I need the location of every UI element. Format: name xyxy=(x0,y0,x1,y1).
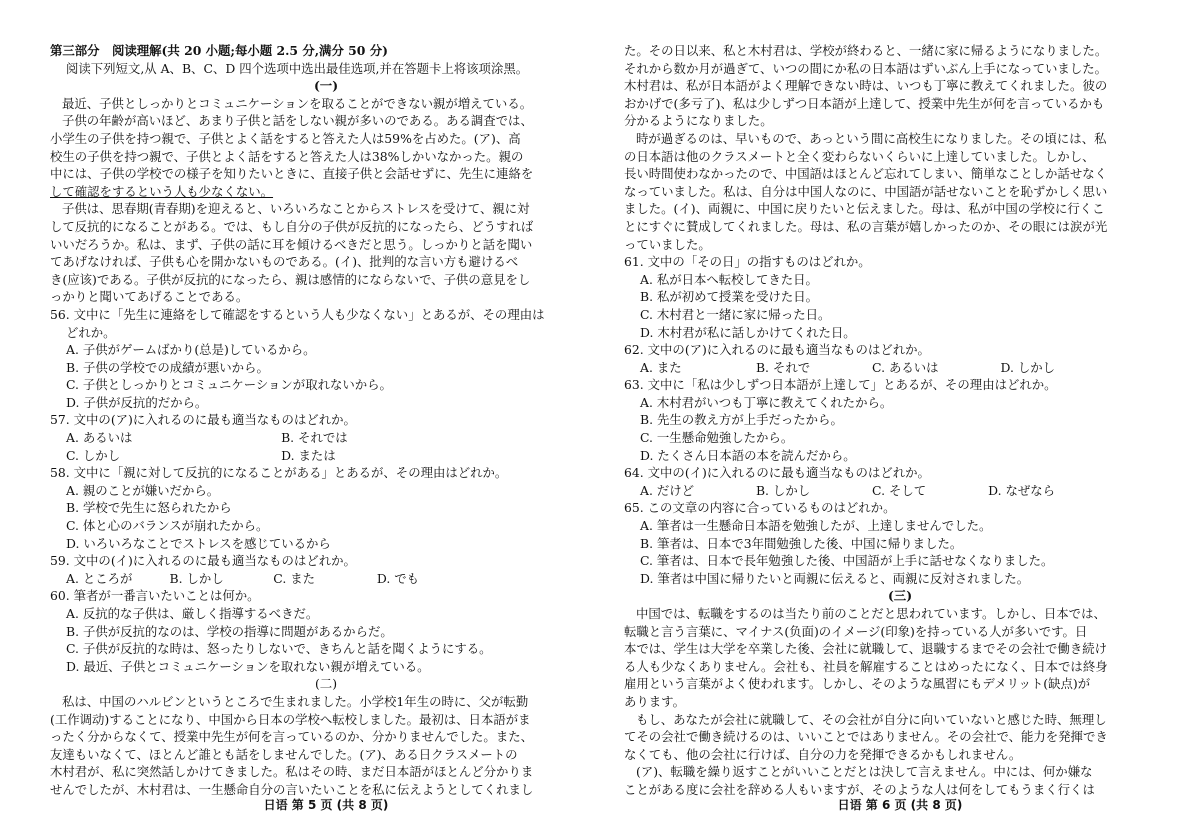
question-65: 65. この文章の内容に合っているものはどれか。 xyxy=(624,500,896,516)
passage-2-line: 長い時間使わなかったので、中国語はほとんど忘れてしまい、簡単なことしか話せなく xyxy=(624,166,1107,182)
option: A. 筆者は一生懸命日本語を勉強したが、上達しませんでした。 xyxy=(640,518,992,534)
instructions: 阅读下列短文,从 A、B、C、D 四个选项中选出最佳选项,并在答题卡上将该项涂黑。 xyxy=(66,60,529,76)
option: A. ところが B. しかし C. また D. でも xyxy=(66,570,420,586)
option: D. 最近、子供とコミュニケーションを取れない親が増えている。 xyxy=(66,658,430,674)
passage-1-line: き(应该)である。子供が反抗的になったら、親は感情的にならないで、子供の意見をし xyxy=(50,271,531,287)
option: A. また B. それで C. あるいは D. しかし xyxy=(640,359,1056,375)
option: A. だけど B. しかし C. そして D. なぜなら xyxy=(640,482,1056,498)
option: C. 木村君と一緒に家に帰った日。 xyxy=(640,306,831,322)
passage-3-line: もし、あなたが会社に就職して、その会社が自分に向いていないと感じた時、無理し xyxy=(636,711,1107,727)
question-60: 60. 筆者が一番言いたいことは何か。 xyxy=(50,588,260,604)
question-62: 62. 文中の(ア)に入れるのに最も適当なものはどれか。 xyxy=(624,342,930,358)
passage-2-line: 私は、中国のハルビンというところで生まれました。小学校1年生の時に、父が転勤 xyxy=(62,693,529,709)
passage-3-line: (ア)、転職を繰り返すことがいいことだとは決して言えません。中には、何か嫌な xyxy=(636,764,1093,780)
passage-2-line: た。その日以来、私と木村君は、学校が終わると、一緒に家に帰るようになりました。 xyxy=(624,43,1108,58)
passage-2-heading: (二) xyxy=(314,676,338,692)
passage-1-line: 子供の年齢が高いほど、あまり子供と話をしない親が多いのである。ある調査では、 xyxy=(62,113,533,129)
passage-3-line: ことがある度に会社を辞める人もいますが、そのような人は何をしてもうまく行くは xyxy=(624,781,1095,797)
option: C. しかし D. または xyxy=(66,447,336,463)
section-heading: 第三部分 阅读理解(共 20 小题;每小题 2.5 分,满分 50 分) xyxy=(50,43,388,58)
option: D. いろいろなことでストレスを感じているから xyxy=(66,535,331,551)
passage-1-line: 小学生の子供を持つ親で、子供とよく話をすると答えた人は59%を占めた。(ア)、高 xyxy=(50,130,521,146)
option: B. 子供の学校での成績が悪いから。 xyxy=(66,359,269,375)
passage-2-line: ったく分からなくて、授業中先生が何を言っているのか、分かりませんでした。また、 xyxy=(50,729,533,745)
question-58: 58. 文中に「親に対して反抗的になることがある」とあるが、その理由はどれか。 xyxy=(50,465,508,481)
option: A. 反抗的な子供は、厳しく指導するべきだ。 xyxy=(66,606,319,621)
passage-1-line: 中には、子供の学校での様子を知りたいときに、直接子供と会話せずに、先生に連絡を xyxy=(50,166,534,182)
passage-2-line: なっていました。私は、自分は中国人なのに、中国語が話せないことを恥ずかしく思い xyxy=(624,183,1108,199)
passage-2-line: 木村君が、私に突然話しかけてきました。私はその時、まだ日本語がほとんど分かりま xyxy=(50,764,534,780)
option: B. 学校で先生に怒られたから xyxy=(66,500,232,516)
question-63: 63. 文中に「私は少しずつ日本語が上達して」とあるが、その理由はどれか。 xyxy=(624,377,1057,393)
passage-1-line: して反抗的になることがある。では、もし自分の子供が反抗的になったら、どうすれば xyxy=(50,218,534,234)
passage-1-heading: (一) xyxy=(313,78,339,94)
option: B. 筆者は、日本で3年間勉強した後、中国に帰りました。 xyxy=(640,535,963,551)
option: D. 筆者は中国に帰りたいと両親に伝えると、両親に反対されました。 xyxy=(640,570,1030,586)
passage-3-line: 中国では、転職をするのは当たり前のことだと思われています。しかし、日本では、 xyxy=(636,606,1106,621)
passage-2-line: せんでしたが、木村君は、一生懸命自分の言いたいことを私に伝えようとしてくれまし xyxy=(50,781,534,797)
passage-3-line: 雇用という言葉がよく使われます。しかし、そのような風習にもデメリット(缺点)が xyxy=(624,676,1091,692)
passage-2-line: とにすぐに賛成してくれました。母は、私の言葉が嬉しかったのか、その眼には涙が光 xyxy=(624,218,1108,234)
passage-1-line: して確認をするという人も少なくない。 xyxy=(50,183,274,199)
question-59: 59. 文中の(イ)に入れるのに最も適当なものはどれか。 xyxy=(50,553,356,569)
passage-2-line: (工作调动)することになり、中国から日本の学校へ転校しました。最初は、日本語がま xyxy=(50,711,531,727)
option: B. 私が初めて授業を受けた日。 xyxy=(640,289,819,305)
passage-3-line: 本では、学生は大学を卒業した後、会社に就職して、退職するまでその会社で働き続け xyxy=(624,641,1107,657)
option: C. 子供としっかりとコミュニケーションが取れないから。 xyxy=(66,377,392,393)
passage-3-line: なくても、他の会社に行けば、自分の力を発揮できるかもしれません。 xyxy=(624,746,1022,762)
passage-2-line: ました。(イ)、両親に、中国に戻りたいと伝えました。母は、私が中国の学校に行くこ xyxy=(624,201,1105,217)
question-57: 57. 文中の(ア)に入れるのに最も適当なものはどれか。 xyxy=(50,412,356,428)
passage-2-line: おかげで(多亏了)、私は少しずつ日本語が上達して、授業中先生が何を言っているかも xyxy=(624,95,1105,111)
page-footer-left: 日语 第 5 页 (共 8 页) xyxy=(263,798,389,812)
passage-1-line: 子供は、思春期(青春期)を迎えると、いろいろなことからストレスを受けて、親に対 xyxy=(62,201,530,217)
passage-1-line: てあげなければ、子供も心を開かないものである。(イ)、批判的な言い方も避けるべ xyxy=(50,254,519,270)
passage-2-line: 分かるようになりました。 xyxy=(624,113,773,129)
passage-3-line: あります。 xyxy=(624,693,685,709)
passage-3-line: 転職と言う言葉に、マイナス(负面)のイメージ(印象)を持っている人が多いです。日 xyxy=(624,623,1088,639)
right-page xyxy=(624,42,1176,799)
question-61: 61. 文中の「その日」の指すものはどれか。 xyxy=(624,254,871,270)
option: D. 木村君が私に話しかけてくれた日。 xyxy=(640,324,856,340)
passage-1-line: 校生の子供を持つ親で、子供とよく話をすると答えた人は38%しかいなかった。親の xyxy=(50,148,524,164)
question-56-cont: どれか。 xyxy=(66,324,116,340)
option: B. 先生の教え方が上手だったから。 xyxy=(640,412,843,428)
question-64: 64. 文中の(イ)に入れるのに最も適当なものはどれか。 xyxy=(624,465,930,481)
option: C. 筆者は、日本で長年勉強した後、中国語が上手に話せなくなりました。 xyxy=(640,553,1054,569)
option: C. 体と心のバランスが崩れたから。 xyxy=(66,518,269,534)
passage-2-line: 友達もいなくて、ほとんど誰とも話をしませんでした。(ア)、ある日クラスメートの xyxy=(50,746,518,762)
passage-3-line: る人も少なくありません。会社も、社員を解雇することはめったになく、日本では終身 xyxy=(624,658,1108,674)
option: A. 親のことが嫌いだから。 xyxy=(66,482,220,498)
option: C. 一生懸命勉強したから。 xyxy=(640,430,794,446)
passage-3-line: てその会社で働き続けるのは、いいことではありません。その会社で、能力を発揮でき xyxy=(624,729,1108,745)
passage-2-line: の日本語は他のクラスメートと全く変わらないくらいに上達していました。しかし、 xyxy=(624,148,1095,164)
option: C. 子供が反抗的な時は、怒ったりしないで、きちんと話を聞くようにする。 xyxy=(66,641,492,657)
question-56: 56. 文中に「先生に連絡をして確認をするという人も少なくない」とあるが、その理由は xyxy=(50,306,545,322)
option: A. 私が日本へ転校してきた日。 xyxy=(640,271,818,287)
passage-2-line: っていました。 xyxy=(624,236,711,252)
passage-1-line: いいだろうか。私は、まず、子供の話に耳を傾けるべきだと思う。しっかりと話を聞い xyxy=(50,236,533,252)
passage-1-line: 最近、子供としっかりとコミュニケーションを取ることができない親が増えている。 xyxy=(62,95,533,111)
option: B. 子供が反抗的なのは、学校の指導に問題があるからだ。 xyxy=(66,623,393,639)
passage-2-line: 木村君は、私が日本語がよく理解できない時は、いつも丁寧に教えてくれました。彼の xyxy=(624,78,1108,94)
option: D. たくさん日本語の本を読んだから。 xyxy=(640,447,856,463)
page-footer-right: 日语 第 6 页 (共 8 页) xyxy=(837,798,963,812)
passage-2-line: それから数か月が過ぎて、いつの間にか私の日本語はずいぶん上手になっていました。 xyxy=(624,60,1107,76)
option: D. 子供が反抗的だから。 xyxy=(66,394,208,410)
option: A. あるいは B. それでは xyxy=(66,430,348,446)
passage-3-heading: (三) xyxy=(887,588,913,604)
passage-2-line: 時が過ぎるのは、早いもので、あっという間に高校生になりました。その頃には、私 xyxy=(636,130,1107,146)
option: A. 子供がゲームばかり(总是)しているから。 xyxy=(66,342,316,358)
left-page xyxy=(50,42,602,799)
option: A. 木村君がいつも丁寧に教えてくれたから。 xyxy=(640,394,893,410)
passage-1-line: っかりと聞いてあげることである。 xyxy=(50,289,249,305)
